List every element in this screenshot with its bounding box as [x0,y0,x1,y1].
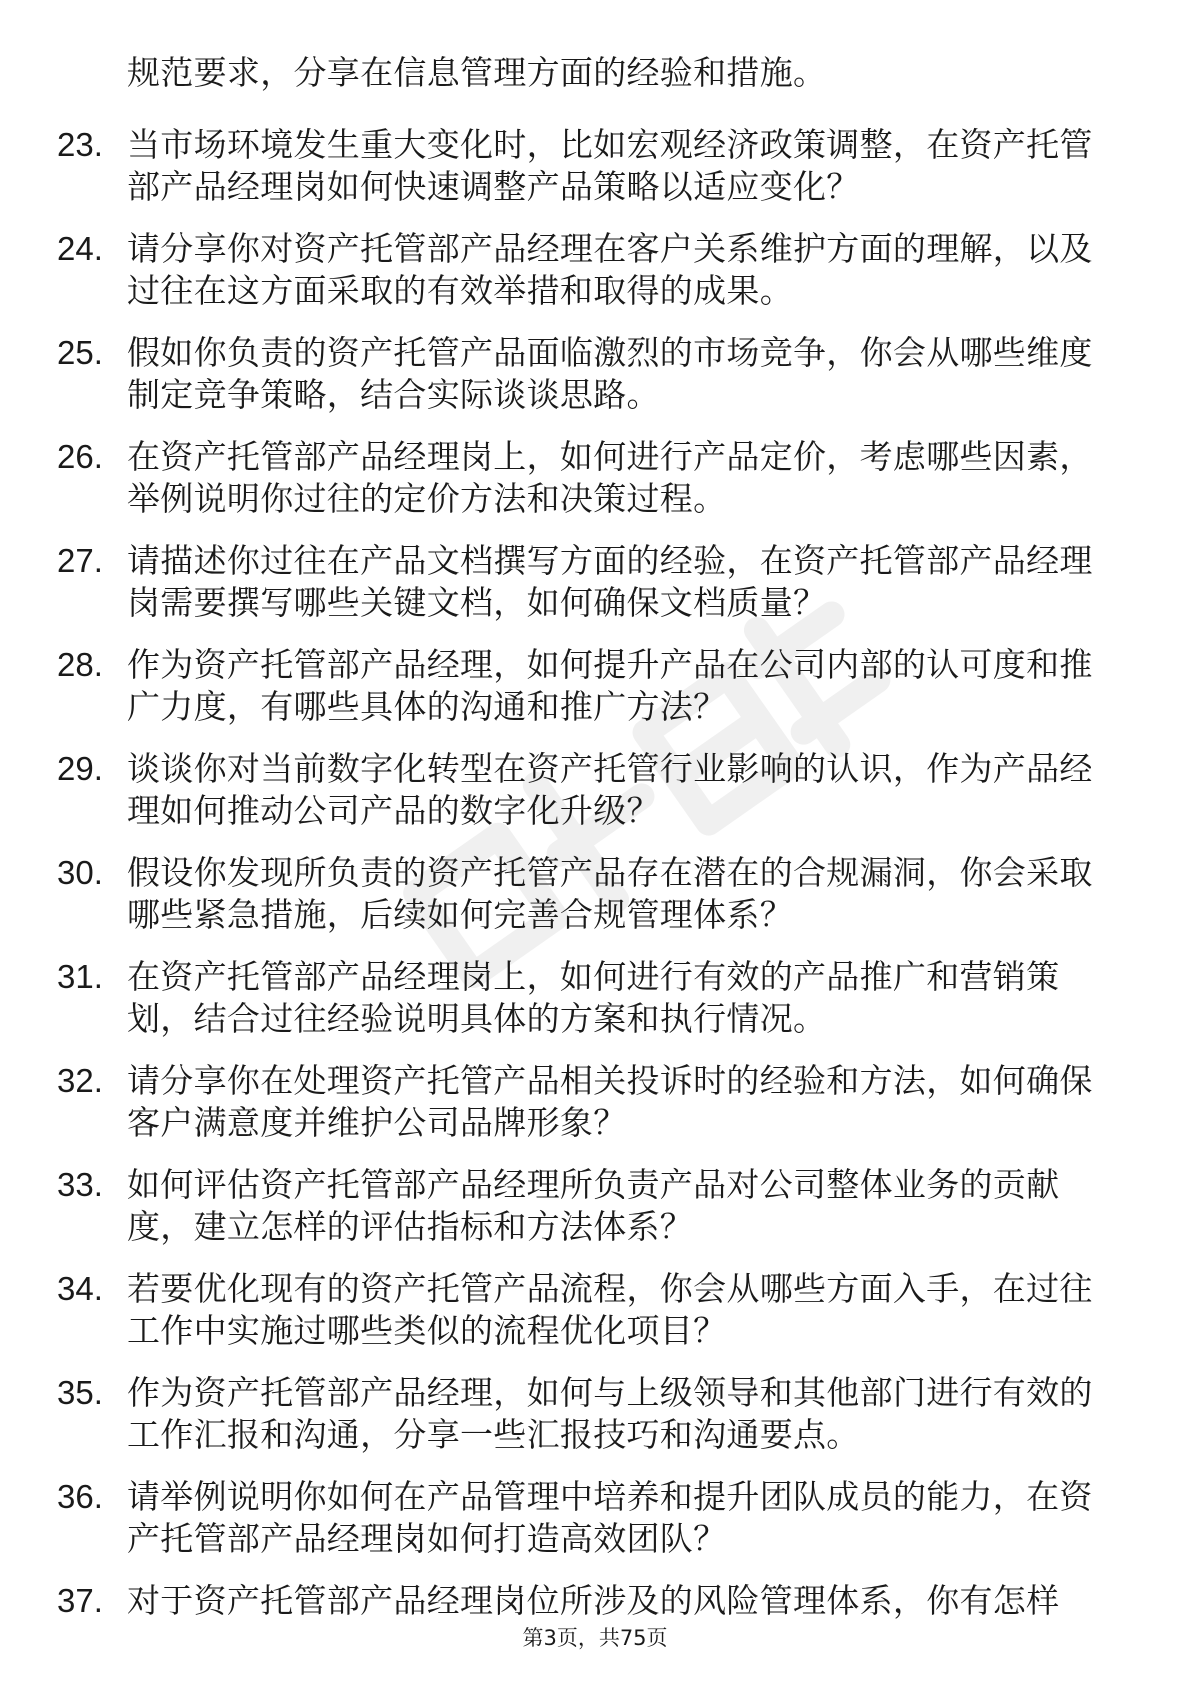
list-item-continued [0,52,1190,124]
question-number: 26. [57,438,103,475]
list-item [0,852,1190,956]
question-text: 作为资产托管部产品经理，如何提升产品在公司内部的认可度和推广力度，有哪些具体的沟通和推广方法？ [127,645,1093,726]
question-text: 请分享你对资产托管部产品经理在客户关系维护方面的理解，以及过往在这方面采取的有效举措和取得的成果。 [127,229,1093,310]
question-number: 23. [57,126,103,163]
question-text: 作为资产托管部产品经理，如何与上级领导和其他部门进行有效的工作汇报和沟通，分享一些汇报技巧和沟通要点。 [127,1373,1093,1454]
question-number: 28. [57,646,103,683]
question-number: 33. [57,1166,103,1203]
question-text: 对于资产托管部产品经理岗位所涉及的风险管理体系，你有怎样 [127,1581,1060,1620]
list-item [0,1060,1190,1164]
list-item [0,228,1190,332]
list-item [0,1372,1190,1476]
question-text: 如何评估资产托管部产品经理所负责产品对公司整体业务的贡献度，建立怎样的评估指标和方法体系？ [127,1165,1060,1246]
question-number: 31. [57,958,103,995]
question-number: 30. [57,854,103,891]
question-number: 27. [57,542,103,579]
question-text: 在资产托管部产品经理岗上，如何进行产品定价，考虑哪些因素，举例说明你过往的定价方法和决策过程。 [127,437,1093,518]
question-text: 若要优化现有的资产托管产品流程，你会从哪些方面入手，在过往工作中实施过哪些类似的流程优化项目？ [127,1269,1093,1350]
question-number: 34. [57,1270,103,1307]
list-item [0,436,1190,540]
list-item [0,124,1190,228]
question-text: 假如你负责的资产托管产品面临激烈的市场竞争，你会从哪些维度制定竞争策略，结合实际谈谈思路。 [127,333,1093,414]
list-item [0,540,1190,644]
question-text: 请描述你过往在产品文档撰写方面的经验，在资产托管部产品经理岗需要撰写哪些关键文档，如何确保文档质量？ [127,541,1093,622]
question-number: 25. [57,334,103,371]
list-item [0,748,1190,852]
question-number: 29. [57,750,103,787]
continued-text: 规范要求，分享在信息管理方面的经验和措施。 [127,53,827,92]
question-text: 当市场环境发生重大变化时，比如宏观经济政策调整，在资产托管部产品经理岗如何快速调整产品策略以适应变化？ [127,125,1093,206]
question-number: 32. [57,1062,103,1099]
question-number: 35. [57,1374,103,1411]
question-text: 请分享你在处理资产托管产品相关投诉时的经验和方法，如何确保客户满意度并维护公司品牌形象？ [127,1061,1093,1142]
question-number: 36. [57,1478,103,1515]
list-item [0,956,1190,1060]
question-text: 在资产托管部产品经理岗上，如何进行有效的产品推广和营销策划，结合过往经验说明具体的方案和执行情况。 [127,957,1060,1038]
question-text: 请举例说明你如何在产品管理中培养和提升团队成员的能力，在资产托管部产品经理岗如何打造高效团队？ [127,1477,1093,1558]
list-item [0,1164,1190,1268]
page-footer: 第3页，共75页 [522,1626,668,1650]
question-text: 谈谈你对当前数字化转型在资产托管行业影响的认识，作为产品经理如何推动公司产品的数字化升级？ [127,749,1093,830]
list-item [0,332,1190,436]
list-item [0,1268,1190,1372]
question-number: 24. [57,230,103,267]
question-number: 37. [57,1582,103,1619]
question-text: 假设你发现所负责的资产托管产品存在潜在的合规漏洞，你会采取哪些紧急措施，后续如何完善合规管理体系？ [127,853,1093,934]
question-list [0,52,1190,1684]
list-item [0,644,1190,748]
list-item [0,1476,1190,1580]
